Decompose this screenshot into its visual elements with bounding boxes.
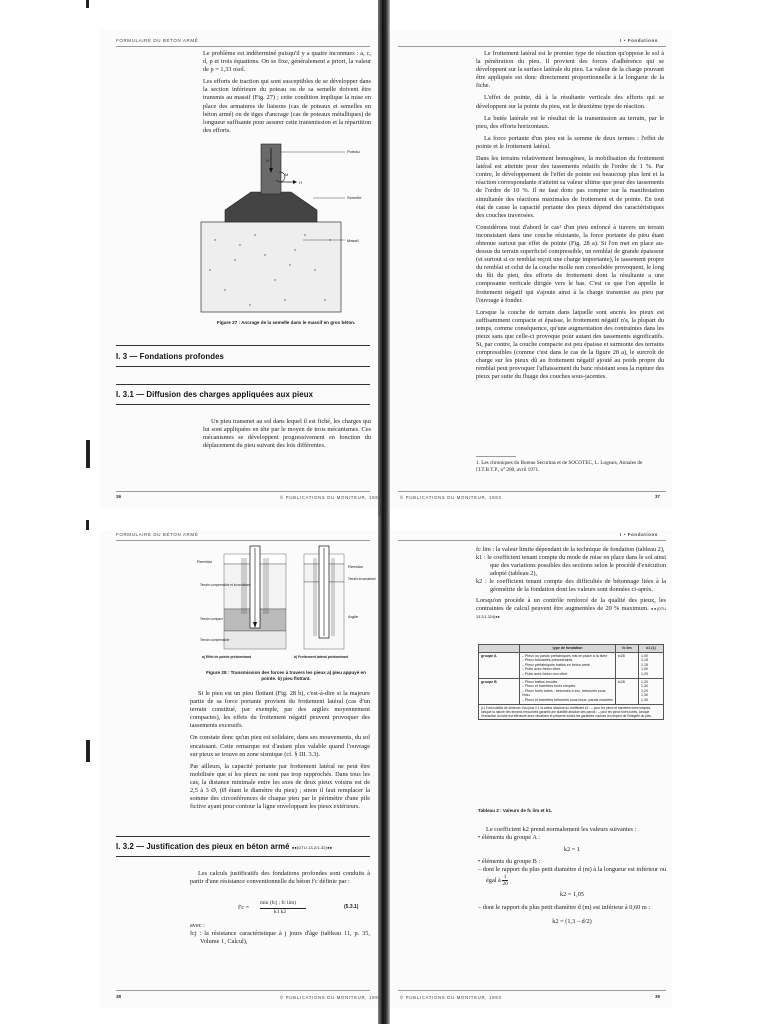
label-semelle: Semelle [347,195,362,200]
bullet: • éléments du groupe A : [478,834,540,842]
paragraph: Le frottement latéral est le premier type de réaction qu'oppose le sol à la pénétration du pieu. Il provient des forces d'adhérence qui se développent sur la surface latérale du pieu. La valeur de la charge pouvant être appliquée est donc directement proportionnelle à la longueur de la fiche. [476,50,664,90]
pile-a [197,546,286,649]
section-rule [116,366,370,367]
page-footer: © PUBLICATIONS DU MONITEUR, 1993 [400,495,502,500]
table-cell-group: groupe A [479,652,520,678]
type-item: – Pieux et barrettes bétonnés sous boue, parois moulées [522,697,613,702]
dtu-reference: ●●(DTU 13.2/1.32)●● [291,845,333,850]
running-header: I • Fondations [620,532,658,537]
table-cell-k1 [639,678,664,704]
page-edge-mark [86,0,89,8]
label-argile: Argile [348,614,359,619]
table-cell-types [520,652,616,678]
footer-rule [398,990,666,991]
equation-number: (5.3.1) [344,904,359,910]
body-text [190,922,370,946]
fraction [502,874,507,887]
paragraph: L'effet de pointe, dû à la résultante verticale des efforts qui se développent sur la pointe du pieu, est le deuxième type de réaction. [476,94,664,110]
section-heading: I. 3 — Fondations profondes [116,352,224,361]
paragraph: Un pieu transmet au sol dans lequel il est fiché, les charges qui lui sont appliquées en tête par le moyen de trois mécanismes. Ces mécanismes se développent progressivement en fonction du déplacement du pieu suivant des lois différentes. [203,418,371,450]
avec-label: avec : [190,922,205,929]
equation-numerator: min (fcj ; fc lim) [260,900,296,906]
fraction-denominator: 20 [502,881,508,888]
header-rule [116,46,370,47]
table-row [479,652,664,678]
footnote-rule [476,456,516,457]
pile-b [304,546,376,649]
table-row [479,678,664,704]
table-caption: Tableau 2 : Valeurs de fc lim et k1. [478,808,553,813]
equation: k2 = (1,3 – d/2) [552,917,592,925]
equation-5-3-1 [238,900,370,920]
label-terrain-compressible: Terrain compressible [200,638,230,642]
semelle-footing [225,192,317,222]
body-text [478,826,666,926]
table-cell-group: groupe B [479,678,520,704]
footnote: 1. Les chroniques du Bureau Securitas et de SOCOTEC, L. Logeais, Annales de l'I.T.B.T.P., n° 280, avril 1971. [476,460,643,473]
running-header: FORMULAIRE DU BÉTON ARMÉ [116,38,199,43]
page-edge-mark [86,440,90,468]
section-rule [116,384,370,385]
bullet: • éléments du groupe B : [478,858,541,866]
sub-bullet: – dont le rapport du plus petit diamètre d (m) est inférieur à 0,60 m : [478,903,651,911]
section-rule [116,345,370,346]
equation-lhs: f'c = [238,904,250,911]
paragraph: Le problème est indéterminé puisqu'il y a quatre inconnues : a, c, d, p et trois équations. On se fixe, généralement a priori, la valeur de p = 1,33 σsol. [203,50,371,74]
definition: fc lim : la valeur limite dépendant de la technique de fondation (tableau 2), [476,546,665,553]
paragraph: Si le pieu est un pieu flottant (Fig. 28 b), c'est-à-dire si la majeure partie de sa force portante provient du frottement latéral (cas d'un terrain constitué, par exemple, par des argiles moyennement compactes), les effets du frottement négatif peuvent provoquer des tassements excessifs. [190,690,370,730]
type-item: – Pieux ou parois préfabriqués mis en place à la fiche [522,653,608,658]
dtu-reference: ●●(DTU 13.2/1.324)●● [476,606,666,619]
paragraph: Dans les terrains relativement homogènes, la mobilisation du frottement latéral est atteinte pour des tassements relatifs de l'ordre de 1 %. Par contre, le développement de l'effet de pointe est beaucoup plus lent et la réaction correspondante n'atteint sa valeur ultime que pour des tassements de l'ordre de 10 %. Il ne faut donc pas compter sur la manifestation simultanée des réactions maximales de frottement et de pointe. En tout état de cause la capacité portante des pieux dépend des caractéristiques des couches traversées. [476,155,664,219]
footer-rule [398,491,666,492]
page-number: 37 [655,494,661,499]
running-header: I • Fondations [620,38,658,43]
type-item: – Pieux et barrettes forés simples [522,684,576,689]
section-rule [116,836,370,837]
section-rule [116,856,370,857]
paragraph: La butée latérale est le résultat de la transmission au terrain, par le pieu, des efforts horizontaux. [476,114,664,130]
footer-rule [116,491,370,492]
type-item: – Puits avec béton non vibré [522,671,568,676]
section-heading: I. 3.1 — Diffusion des charges appliquées aux pieux [116,390,314,399]
body-text [203,418,371,454]
paragraph: La force portante d'un pieu est la somme de deux termes : l'effet de pointe et le frottement latéral. [476,134,664,150]
paragraph: On constate donc qu'un pieu est solidaire, dans ses mouvements, du sol encaissant. Cette remarque est d'autant plus valable quand l'ouvrage sur pieux se trouve en zone sismique (cf. § III. 3.3). [190,734,370,758]
footer-rule [116,990,370,991]
table-note-row [479,704,664,720]
subcaption-b: b) Frottement latéral prédominant [294,655,349,659]
k1-value: 1,30 [641,693,648,698]
label-massif: Massif [347,238,359,243]
label-terrain-compact: Terrain compact [200,617,223,621]
label-remblai: Remblai [197,559,212,564]
definition: k1 : le coefficient tenant compte du mode de mise en place dans le sol ainsi que des variations possibles des sections selon le procédé d'exécution adopté (tableau 2), [476,554,666,578]
figure-27-diagram [195,140,380,315]
table-2 [478,644,664,720]
page-edge-mark [86,740,90,762]
header-rule [398,540,666,541]
massif-block [201,222,341,312]
page-edge-mark [86,520,89,530]
paragraph [476,597,666,621]
running-header: FORMULAIRE DU BÉTON ARMÉ [116,532,199,537]
binding-gutter-bottom [378,516,390,1024]
type-item: – Puits avec béton vibré [522,667,561,672]
body-text [203,50,371,135]
label-terrain-inconsistant: Terrain inconsistant [348,577,376,581]
header-rule [116,540,370,541]
table-cell-flim: fc28 [616,652,639,678]
page-number: 36 [116,494,122,499]
table-header: k1 (1) [639,645,664,653]
paragraph: Par ailleurs, la capacité portante par frottement latéral ne peut être mobilisée que si les pieux ne sont pas trop rapprochés. Dans tous les cas, la distance minimale entre les axes de deux pieux voisins est de 2,5 à 3 Ø, (Ø étant le diamètre du pieu) ; sinon il faut remplacer la somme des circonférences de chaque pieu par le périmètre d'une pile fictive ayant pour contour la ligne enveloppant les pieux extérieurs. [190,762,370,811]
definition: fcj : la résistance caractéristique à j jours d'âge (tableau 11, p. 35, Volume 1, Calcul), [190,930,370,946]
type-item: – Pieux battus moulés [522,679,558,684]
label-terrain-compressible: Terrain compressible et inconsistant [200,583,251,587]
page-footer: © PUBLICATIONS DU MONITEUR, 1993 [280,495,382,500]
k1-value: 1,30 [641,684,648,689]
subcaption-a: a) Effet de pointe prédominant [202,655,251,659]
body-text [476,50,664,386]
table-cell-k1 [639,652,664,678]
label-remblai: Remblai [348,564,363,569]
figure-caption: Figure 27 : Ancrage de la semelle dans le massif en gros béton. [216,320,356,325]
table-header-row [479,645,664,653]
body-text [190,870,370,890]
definition: k2 : le coefficient tenant compte des difficultés de bétonnage liées à la géométrie de la fondation dont les valeurs sont données ci-après. [476,578,666,594]
paragraph: Les calculs justificatifs des fondations profondes sont conduits à partir d'une résistance conventionnelle du béton f'c définie par : [190,870,370,886]
sub-bullet [478,866,666,887]
body-text [190,690,370,811]
k1-value: 1,00 [641,667,648,672]
label-h: H [299,180,302,185]
table-header [479,645,520,653]
paragraph: Les efforts de traction qui sont susceptibles de se développer dans la section inférieure du poteau ou de sa semelle doivent être transmis au massif (Fig. 27) ; cette condition implique la mise en place des armatures de liaisons (cas de poteaux et semelles en béton armé) ou de tiges d'ancrage (cas de poteaux métalliques) de longueur suffisante pour assurer cette transmission et la répartition des efforts. [203,78,371,134]
type-item: – Pieux préfabriqués battus en béton armé [522,662,590,667]
fraction-numerator: 1 [503,874,507,881]
header-rule [398,46,666,47]
k1-value: 1,15 [641,662,648,667]
table-note: (1) Il est loisible de diminuer d'au plus 0,1 la valeur absolue du coefficient k1 : – pour les pieux et barrettes forés simples, lorsque la nature des terrains rencontrés garantit une stabilité absolue des parois ; – pour les pieux forés tubés, lorsque l'extraction du tube est effectuée avec vibrations et présente toutes les garanties voulues du respect de l'intégrité du pieu. [479,704,664,720]
type-item: – Pieux tubulaires précontraints [522,658,573,663]
page-number: 39 [655,994,661,999]
k1-value: 1,20 [641,671,648,676]
type-item: – Pieux forés tubés : bétonnés à sec, bétonnés sous l'eau [522,688,606,698]
table-cell-types [520,678,616,704]
k1-value: 1,20 [641,679,648,684]
table-header: type de fondation [520,645,616,653]
page-footer: © PUBLICATIONS DU MONITEUR, 1993 [280,995,382,1000]
paragraph-text: Lorsqu'on procède à un contrôle renforcé de la qualité des pieux, les contraintes de calcul peuvent être augmentées de 20 % maximum. [476,596,666,612]
label-m: M [285,172,289,177]
table-cell-flim: fc28 [616,678,639,704]
k1-value: 1,00 [641,653,648,658]
equation: k2 = 1,05 [559,891,585,899]
table-header: fc lim [616,645,639,653]
paragraph: Le coefficient k2 prend normalement les valeurs suivantes : [486,826,637,833]
equation: k2 = 1 [563,846,581,854]
section-title: I. 3.2 — Justification des pieux en béton armé [116,842,290,851]
figure-28-diagram [196,544,376,662]
k1-value: 1,20 [641,688,648,693]
paragraph: Considérons tout d'abord le cas¹ d'un pieu enfoncé à travers un terrain inconsistant dans une couche résistante, la force portante du pieu étant obtenue surtout par effet de pointe (Fig. 28 a). Si l'on met en place au-dessus du terrain superficiel compressible, un remblai de grande épaisseur (et surtout si ce remblai reçoit une charge importante), le tassement propre du remblai et celui de la couche molle non consolidée provoquent, le long du fût du pieu, des efforts de frottement dont la résultante a une composante verticale dirigée vers le bas. C'est ce que l'on appelle le frottement négatif qui s'ajoute ainsi à la charge transmise au pieu par l'ouvrage à fonder. [476,223,664,304]
page-number: 38 [116,994,122,999]
sub-bullet-text: – dont le rapport du plus petit diamètre d (m) à la longueur est inférieur ou égal à [478,866,666,885]
k1-value: 1,30 [641,697,648,702]
label-poteau: Poteau [347,149,360,154]
page-footer: © PUBLICATIONS DU MONITEUR, 1993 [400,995,502,1000]
k1-value: 1,15 [641,658,648,663]
label-n: N [266,158,269,163]
paragraph: Lorsque la couche de terrain dans laquelle sont ancrés les pieux est suffisamment compacte et épaisse, le frottement négatif n'a, la plupart du temps, comme conséquence, qu'une augmentation des contraintes dans les pieux sans que celle-ci provoque pour autant des tassements significatifs. Si, par contre, la couche compacte est peu épaisse et surmonte des terrains compressibles (comme c'est dans le cas de la figure 28 a), le surcroît de charge sur les pieux dû au frottement négatif ajouté au poids propre du remblai peut provoquer l'affaissement du banc résistant sous la rupture des pieux par suite du fluage des couches sous-jacentes. [476,308,664,381]
figure-caption: Figure 28 : Transmission des forces à travers les pieux a) pieu appuyé en pointe. b) pieu flottant. [206,670,366,681]
body-text [476,546,666,621]
section-heading [116,842,376,851]
equation-denominator: k1 k2 [274,909,287,915]
section-rule [116,404,370,405]
